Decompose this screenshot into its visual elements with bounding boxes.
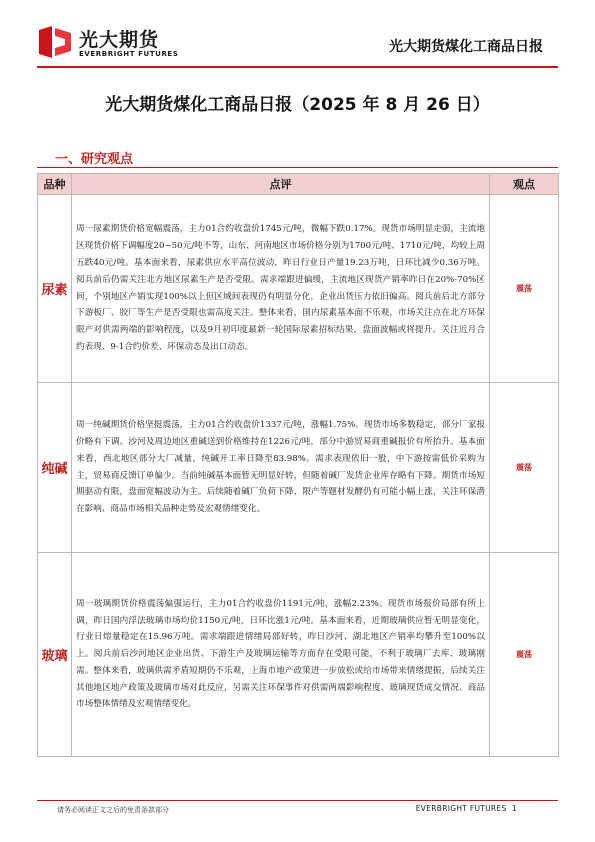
row-view: 震荡 — [490, 383, 559, 553]
table-row — [38, 383, 559, 553]
row-comment: 周一玻璃期货价格震荡偏强运行，主力01合约收盘价1191元/吨，涨幅2.23%。现货市场报价局部有所上调，昨日国内浮法玻璃市场均价1150元/吨，日环比涨1元/吨。基本面来看，近期玻璃供应暂无明显变化，行业日熔量稳定在15.96万吨。需求端跟进情绪局部好转，昨日沙河、湖北地区产销率均攀升至100%以上。阅兵前后沙河地区企业出货、下游生产及玻璃运输等方面存在受限可能，不利于玻璃厂去库、玻璃刚需。整体来看，玻璃供需矛盾短期仍不乐观，上海市地产政策进一步放松或给市场带来情绪提振，后续关注其他地区地产政策及玻璃市场对此反应，另需关注环保事件对供需两端影响程度、玻璃现货成交情况、商品市场整体情绪及宏观情绪变化。 — [72, 553, 490, 757]
page-header — [0, 0, 595, 80]
footer-brand-page — [416, 804, 517, 813]
section-divider — [37, 167, 558, 168]
row-category: 玻璃 — [38, 553, 72, 757]
table-header-row — [38, 174, 559, 195]
footer-disclaimer: 请务必阅读正文之后的免责条款部分 — [57, 806, 169, 814]
logo-chinese-name: 光大期货 — [79, 29, 160, 51]
header-comment: 点评 — [72, 174, 490, 195]
company-logo — [37, 22, 187, 62]
header-category: 品种 — [38, 174, 72, 195]
row-category: 纯碱 — [38, 383, 72, 553]
header-view: 观点 — [490, 174, 559, 195]
page-title: 光大期货煤化工商品日报（2025 年 8 月 26 日） — [105, 95, 490, 115]
everbright-logo-icon — [37, 24, 73, 60]
row-comment: 周一纯碱期货价格坚挺震荡，主力01合约收盘价1337元/吨，涨幅1.75%。现货市场多数稳定，部分厂家报价略有下调。沙河及周边地区重碱送到价格维持在1226元/吨，部分中游贸易商重碱报价有所抬升。基本面来看，西北地区部分大厂减量，纯碱开工率日降至83.98%。需求表现依旧一般，中下游按需低价采购为主，贸易商反馈订单偏少。当前纯碱基本面暂无明显好转，但随着碱厂发货企业库存略有下降。期货市场短期驱动有限，盘面宽幅波动为主。后续随着碱厂负荷下降、限产等题材发酵仍有可能小幅上涨，关注环保潜在影响、商品市场相关品种走势及宏观情绪变化。 — [72, 383, 490, 553]
row-comment: 周一尿素期货价格宽幅震荡，主力01合约收盘价1745元/吨，微幅下跌0.17%。现货市场明显走弱，主流地区现货价格下调幅度20~50元/吨不等，山东、河南地区市场价格分别为1700元/吨、1710元/吨，均较上周五跌40元/吨。基本面来看，尿素供应水平高位波动，昨日行业日产量19.23万吨，日环比减少0.36万吨。阅兵前后仍需关注北方地区尿素生产是否受限。需求端跟进偏缓，主流地区现货产销率昨日在20%-70%区间，个别地区产销实现100%以上但区域间表现仍有明显分化，企业出货压力依旧偏高。阅兵前后北方部分下游板厂、胶厂等生产是否受限也需高度关注。整体来看，国内尿素基本面不乐观，市场关注点在北方环保限产对供需两端的影响程度，以及9月初印度最新一轮国际尿素招标结果，盘面波幅或将提升。关注近月合约表现、9-1合约价差、环保动态及出口动态。 — [72, 195, 490, 383]
row-view: 震荡 — [490, 553, 559, 757]
logo-english-name: EVERBRIGHT FUTURES — [79, 50, 179, 58]
research-table — [37, 173, 559, 757]
report-name: 光大期货煤化工商品日报 — [389, 39, 543, 55]
page-number: 1 — [511, 804, 517, 813]
row-view: 震荡 — [490, 195, 559, 383]
footer-divider — [37, 800, 558, 801]
table-row — [38, 195, 559, 383]
section-title: 一、研究观点 — [55, 152, 134, 167]
footer-brand: EVERBRIGHT FUTURES — [415, 804, 507, 813]
row-category: 尿素 — [38, 195, 72, 383]
header-divider — [37, 66, 558, 68]
table-row — [38, 553, 559, 757]
